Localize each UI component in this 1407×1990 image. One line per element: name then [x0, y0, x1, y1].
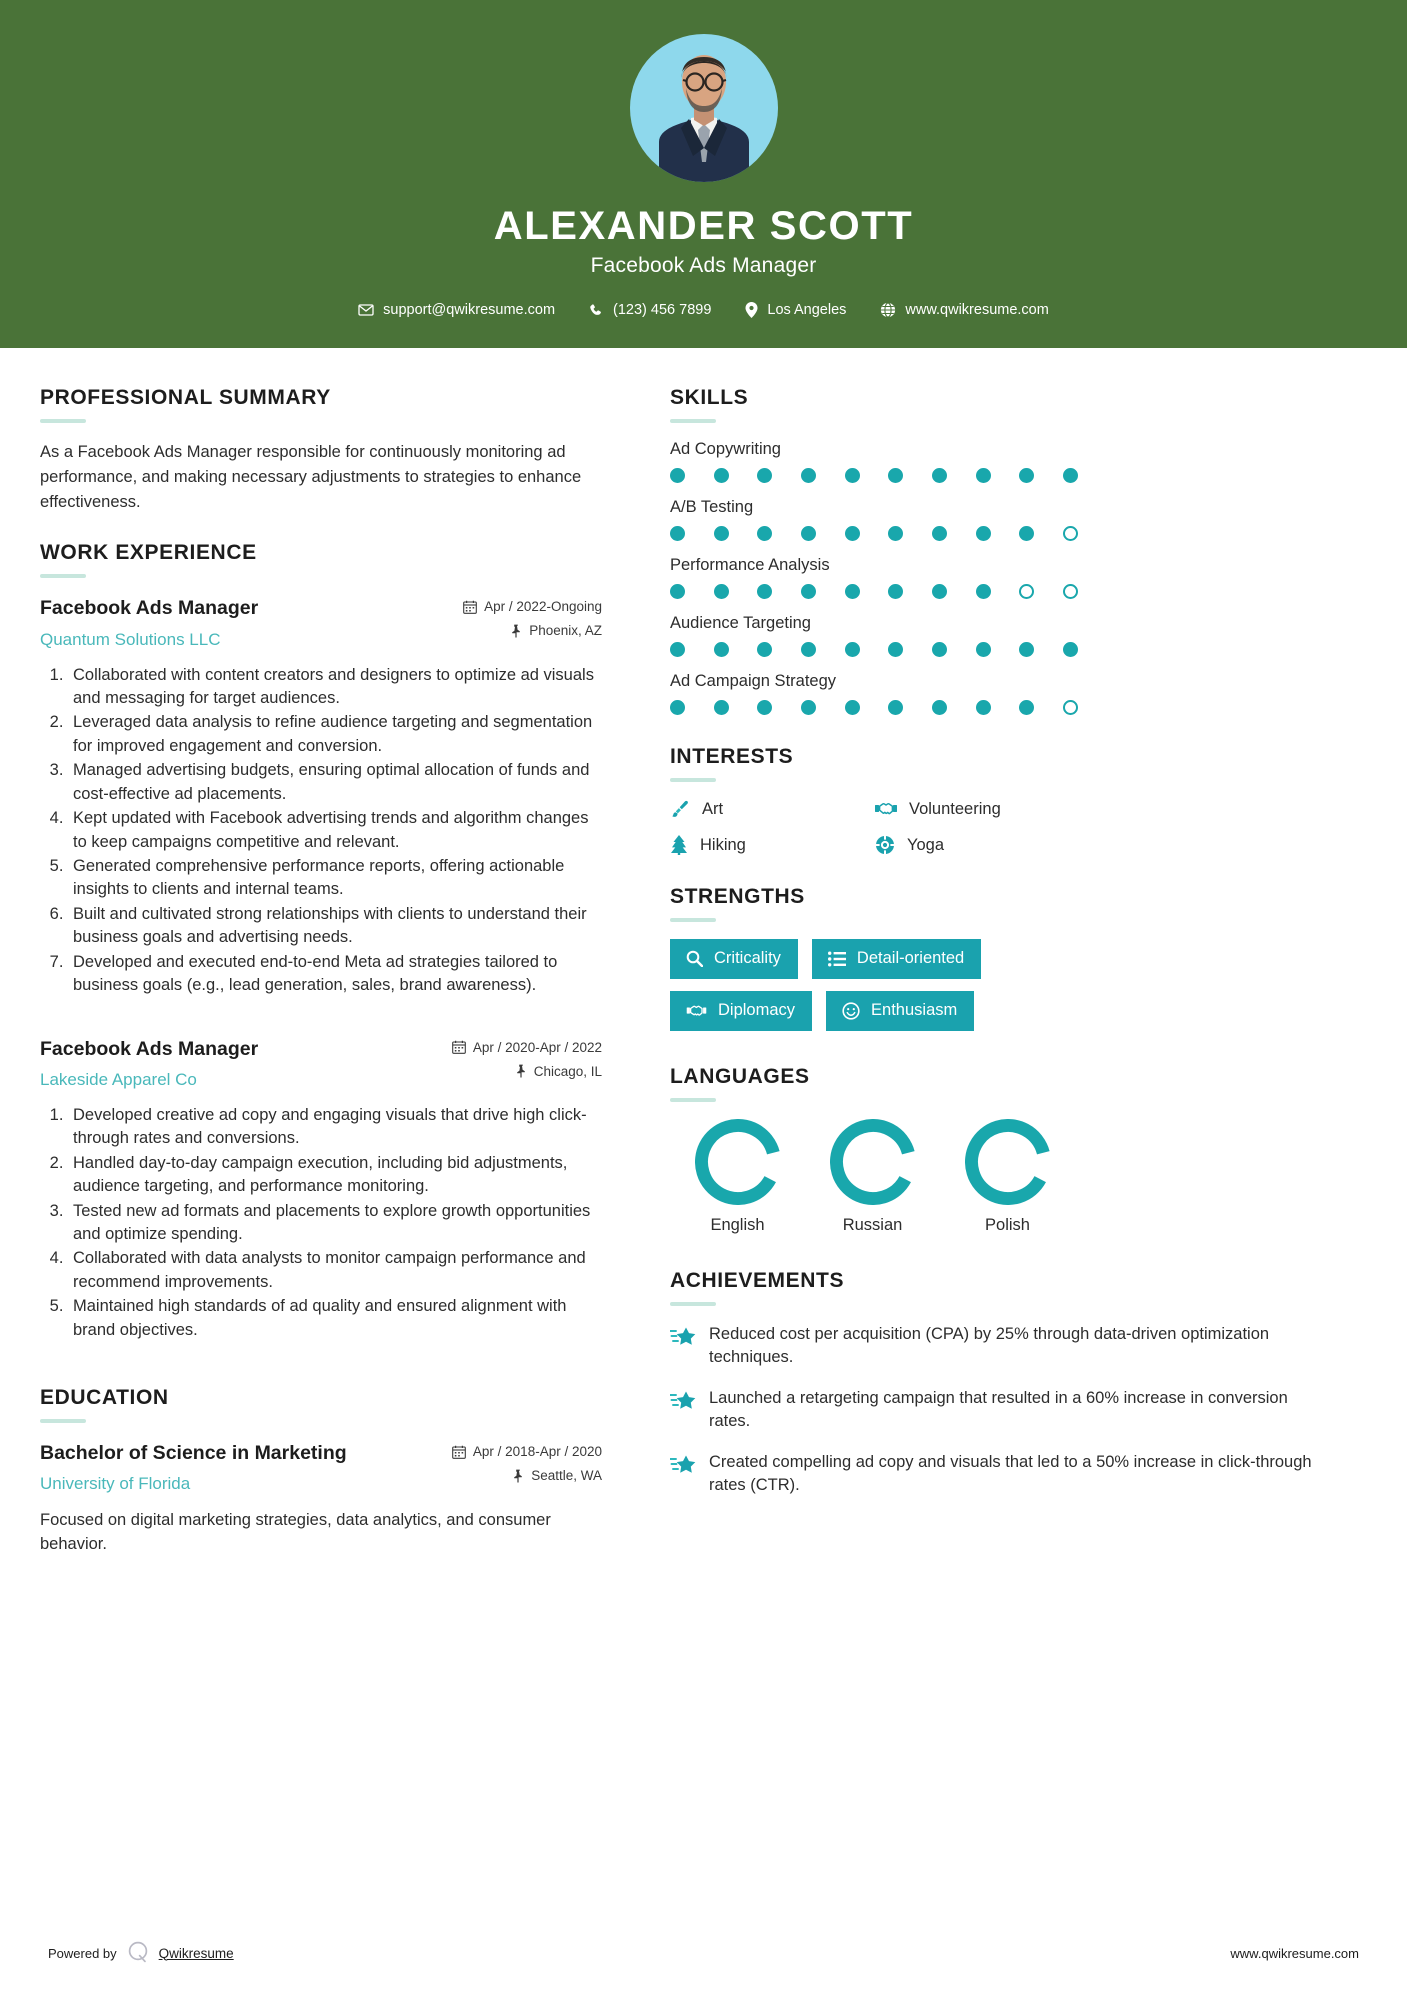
education-dates — [452, 1444, 602, 1459]
experience-location — [452, 1064, 602, 1079]
skill-dot-filled — [845, 700, 860, 715]
list-icon — [828, 951, 846, 967]
contact-row — [0, 302, 1407, 318]
education-entry — [40, 1440, 602, 1557]
skill-dot-filled — [801, 526, 816, 541]
interest-label: Hiking — [700, 835, 746, 854]
list-item: 3. Tested new ad formats and placements to explore growth opportunities and optimize spending. — [68, 1200, 602, 1247]
section-interests — [670, 745, 1330, 855]
skill-dot-filled — [932, 584, 947, 599]
section-rule — [40, 419, 86, 423]
experience-organization: Quantum Solutions LLC — [40, 629, 221, 649]
section-title: WORK EXPERIENCE — [40, 541, 257, 565]
section-title: STRENGTHS — [670, 885, 805, 908]
section-skills — [670, 386, 1330, 715]
skill-rating — [670, 468, 1078, 483]
experience-location-text: Chicago, IL — [533, 1063, 602, 1079]
skill-dot-filled — [757, 700, 772, 715]
strength-badge-enthusiasm — [826, 991, 974, 1031]
list-item: 2. Leveraged data analysis to refine audience targeting and segmentation for improved engagement and conversion. — [68, 711, 602, 758]
achievement-item — [670, 1387, 1330, 1434]
section-work-experience — [40, 541, 602, 1342]
language-label: Polish — [985, 1216, 1030, 1234]
skill-dot-filled — [801, 642, 816, 657]
skill-dot-filled — [976, 642, 991, 657]
section-title: PROFESSIONAL SUMMARY — [40, 386, 331, 409]
experience-dates-text: Apr / 2020-Apr / 2022 — [472, 1039, 602, 1055]
strength-label: Enthusiasm — [871, 1001, 958, 1019]
experience-entry — [40, 595, 602, 997]
skill-dot-filled — [670, 468, 685, 483]
section-rule — [40, 574, 86, 578]
contact-location-text: Los Angeles — [767, 302, 847, 318]
right-column — [640, 386, 1330, 1583]
list-item: 2. Handled day-to-day campaign execution, including bid adjustments, audience targeting, and performance monitoring. — [68, 1152, 602, 1199]
calendar-icon — [452, 1445, 466, 1459]
experience-location-text: Phoenix, AZ — [529, 623, 602, 639]
contact-email-text: support@qwikresume.com — [383, 302, 556, 318]
skill-dot-filled — [714, 584, 729, 599]
calendar-icon — [463, 600, 477, 614]
experience-dates-text: Apr / 2022-Ongoing — [484, 599, 602, 615]
skill-dot-filled — [801, 468, 816, 483]
handshake-icon — [875, 799, 897, 819]
skill-dot-filled — [757, 526, 772, 541]
list-item: 5. Generated comprehensive performance reports, offering actionable insights to clients and internal teams. — [68, 855, 602, 902]
page-footer — [0, 1916, 1407, 1990]
lifebuoy-icon — [875, 835, 895, 855]
skill-dot-filled — [714, 468, 729, 483]
section-strengths — [670, 885, 1330, 1031]
paintbrush-icon — [670, 799, 690, 819]
strengths-list — [670, 939, 1090, 1031]
language-label: English — [710, 1216, 765, 1234]
strength-label: Diplomacy — [718, 1001, 796, 1019]
skill-dot-filled — [670, 642, 685, 657]
skill-dot-filled — [845, 584, 860, 599]
skill-label: Performance Analysis — [670, 556, 830, 574]
location-pin-icon — [745, 302, 758, 318]
interests-grid — [670, 799, 1330, 855]
header-job-title: Facebook Ads Manager — [590, 254, 817, 277]
skill-label: Audience Targeting — [670, 614, 811, 632]
contact-location — [728, 302, 863, 318]
skill-label: Ad Campaign Strategy — [670, 672, 837, 690]
experience-entry — [40, 1036, 602, 1343]
skill-rating — [670, 642, 1078, 657]
experience-role: Facebook Ads Manager — [40, 597, 259, 620]
section-title: SKILLS — [670, 386, 749, 409]
skill-dot-filled — [932, 526, 947, 541]
experience-location — [463, 623, 602, 638]
achievement-text: Reduced cost per acquisition (CPA) by 25% through data-driven optimization techniques. — [709, 1325, 1270, 1367]
calendar-icon — [452, 1040, 466, 1054]
strength-badge-detail-oriented — [812, 939, 981, 979]
skill-dot-empty — [1063, 584, 1078, 599]
powered-by-label: Powered by — [48, 1945, 117, 1961]
contact-phone[interactable] — [572, 302, 728, 318]
education-location — [452, 1468, 602, 1483]
left-column — [40, 386, 640, 1583]
skill-dot-filled — [801, 584, 816, 599]
skill-dot-filled — [976, 700, 991, 715]
language-progress-ring — [695, 1119, 781, 1205]
page-title: ALEXANDER SCOTT — [493, 204, 914, 248]
avatar — [630, 34, 778, 182]
language-item — [940, 1119, 1075, 1235]
skill-dot-filled — [801, 700, 816, 715]
skill-dot-filled — [888, 584, 903, 599]
magnifier-icon — [686, 950, 703, 967]
section-languages — [670, 1065, 1330, 1235]
strength-badge-criticality — [670, 939, 798, 979]
skills-list — [670, 440, 1330, 715]
powered-by — [48, 1940, 234, 1967]
pushpin-icon — [515, 1064, 527, 1078]
experience-role: Facebook Ads Manager — [40, 1037, 259, 1060]
section-title: ACHIEVEMENTS — [670, 1269, 845, 1292]
interest-item — [670, 799, 875, 819]
skill-dot-filled — [932, 642, 947, 657]
education-location-text: Seattle, WA — [531, 1468, 602, 1484]
skill-row — [670, 498, 1330, 541]
interest-label: Art — [702, 799, 724, 818]
section-education — [40, 1386, 602, 1557]
skill-dot-filled — [757, 642, 772, 657]
skill-dot-filled — [1019, 700, 1034, 715]
skill-label: Ad Copywriting — [670, 440, 781, 458]
resume-header — [0, 0, 1407, 348]
interest-label: Volunteering — [909, 799, 1001, 818]
experience-bullets — [40, 1104, 602, 1342]
section-rule — [670, 419, 716, 423]
skill-dot-filled — [670, 526, 685, 541]
pushpin-icon — [512, 1469, 524, 1483]
contact-website-text: www.qwikresume.com — [905, 302, 1049, 318]
pushpin-icon — [510, 624, 522, 638]
skill-dot-filled — [845, 642, 860, 657]
list-item: 7. Developed and executed end-to-end Meta ad strategies tailored to business goals (e.g., lead generation, sales, brand awareness). — [68, 951, 602, 998]
skill-dot-filled — [714, 700, 729, 715]
language-progress-ring — [830, 1119, 916, 1205]
interest-item — [875, 835, 1330, 855]
list-item: 4. Collaborated with data analysts to monitor campaign performance and recommend improvements. — [68, 1247, 602, 1294]
strength-badge-diplomacy — [670, 991, 812, 1031]
list-item: 5. Maintained high standards of ad quality and ensured alignment with brand objectives. — [68, 1295, 602, 1342]
skill-dot-filled — [845, 468, 860, 483]
section-title: EDUCATION — [40, 1386, 169, 1410]
skill-dot-filled — [1063, 468, 1078, 483]
section-rule — [670, 778, 716, 782]
interest-item — [875, 799, 1330, 819]
language-progress-ring — [965, 1119, 1051, 1205]
education-description: Focused on digital marketing strategies, data analytics, and consumer behavior. — [40, 1510, 551, 1554]
list-item: 4. Kept updated with Facebook advertising trends and algorithm changes to keep campaigns competitive and relevant. — [68, 807, 602, 854]
strength-label: Criticality — [714, 949, 781, 967]
section-title: LANGUAGES — [670, 1065, 810, 1088]
contact-email[interactable] — [341, 302, 572, 318]
skill-dot-filled — [888, 642, 903, 657]
qwikresume-logo-icon — [126, 1940, 150, 1967]
experience-bullets — [40, 664, 602, 998]
summary-text: As a Facebook Ads Manager responsible for continuously monitoring ad performance, and making necessary adjustments to strategies to enhance effectiveness. — [40, 443, 582, 512]
skill-dot-filled — [845, 526, 860, 541]
experience-dates — [463, 599, 602, 614]
languages-list — [670, 1119, 1330, 1235]
skill-dot-empty — [1063, 526, 1078, 541]
globe-icon — [880, 302, 896, 318]
list-item: 1. Collaborated with content creators and designers to optimize ad visuals and messaging for target audiences. — [68, 664, 602, 711]
skill-dot-filled — [976, 526, 991, 541]
resume-body — [0, 348, 1407, 1583]
skill-dot-filled — [888, 468, 903, 483]
interest-item — [670, 835, 875, 855]
skill-dot-filled — [1019, 642, 1034, 657]
list-item: 6. Built and cultivated strong relationships with clients to understand their business goals and advertising needs. — [68, 903, 602, 950]
skill-dot-filled — [714, 642, 729, 657]
section-rule — [670, 1098, 716, 1102]
education-degree: Bachelor of Science in Marketing — [40, 1442, 347, 1465]
section-rule — [670, 1302, 716, 1306]
skill-dot-filled — [757, 468, 772, 483]
skill-dot-filled — [1019, 468, 1034, 483]
skill-dot-filled — [976, 468, 991, 483]
achievement-item — [670, 1451, 1330, 1498]
language-item — [805, 1119, 940, 1235]
achievement-text: Launched a retargeting campaign that resulted in a 60% increase in conversion rates. — [709, 1388, 1288, 1431]
envelope-icon — [358, 302, 374, 318]
qwikresume-brand-link[interactable]: Qwikresume — [158, 1945, 234, 1961]
skill-dot-filled — [757, 584, 772, 599]
strength-label: Detail-oriented — [856, 949, 965, 967]
skill-dot-filled — [670, 700, 685, 715]
handshake-icon — [686, 1003, 707, 1019]
list-item: 1. Developed creative ad copy and engaging visuals that drive high click-through rates and conversions. — [68, 1104, 602, 1151]
skill-row — [670, 440, 1330, 483]
skill-dot-filled — [714, 526, 729, 541]
contact-phone-text: (123) 456 7899 — [613, 302, 712, 318]
section-title: INTERESTS — [670, 745, 794, 768]
shooting-star-icon — [670, 1387, 696, 1412]
phone-icon — [589, 303, 604, 318]
skill-dot-empty — [1063, 700, 1078, 715]
skill-dot-filled — [976, 584, 991, 599]
skill-dot-filled — [1019, 526, 1034, 541]
section-achievements — [670, 1269, 1330, 1498]
skill-dot-empty — [1019, 584, 1034, 599]
education-dates-text: Apr / 2018-Apr / 2020 — [472, 1444, 602, 1460]
tree-icon — [670, 835, 688, 855]
skill-row — [670, 614, 1330, 657]
interest-label: Yoga — [907, 835, 945, 854]
avatar-photo — [651, 44, 757, 182]
section-rule — [670, 918, 716, 922]
skill-rating — [670, 526, 1078, 541]
skill-rating — [670, 584, 1078, 599]
skill-dot-filled — [932, 468, 947, 483]
experience-organization: Lakeside Apparel Co — [40, 1069, 197, 1089]
list-item: 3. Managed advertising budgets, ensuring optimal allocation of funds and cost-effective ad placements. — [68, 759, 602, 806]
achievements-list — [670, 1323, 1330, 1498]
contact-website[interactable] — [863, 302, 1065, 318]
language-label: Russian — [842, 1216, 903, 1234]
language-item — [670, 1119, 805, 1235]
skill-row — [670, 556, 1330, 599]
section-professional-summary — [40, 386, 602, 515]
education-institution: University of Florida — [40, 1474, 191, 1494]
section-rule — [40, 1419, 86, 1423]
skill-row — [670, 672, 1330, 715]
experience-dates — [452, 1040, 602, 1055]
achievement-text: Created compelling ad copy and visuals that led to a 50% increase in click-through rates (CTR). — [709, 1452, 1312, 1495]
skill-dot-filled — [1063, 642, 1078, 657]
achievement-item — [670, 1323, 1330, 1370]
skill-label: A/B Testing — [670, 498, 754, 516]
skill-rating — [670, 700, 1078, 715]
skill-dot-filled — [888, 700, 903, 715]
shooting-star-icon — [670, 1323, 696, 1348]
skill-dot-filled — [932, 700, 947, 715]
smiley-icon — [842, 1002, 860, 1020]
shooting-star-icon — [670, 1451, 696, 1476]
skill-dot-filled — [670, 584, 685, 599]
footer-url[interactable]: www.qwikresume.com — [1230, 1945, 1359, 1961]
skill-dot-filled — [888, 526, 903, 541]
